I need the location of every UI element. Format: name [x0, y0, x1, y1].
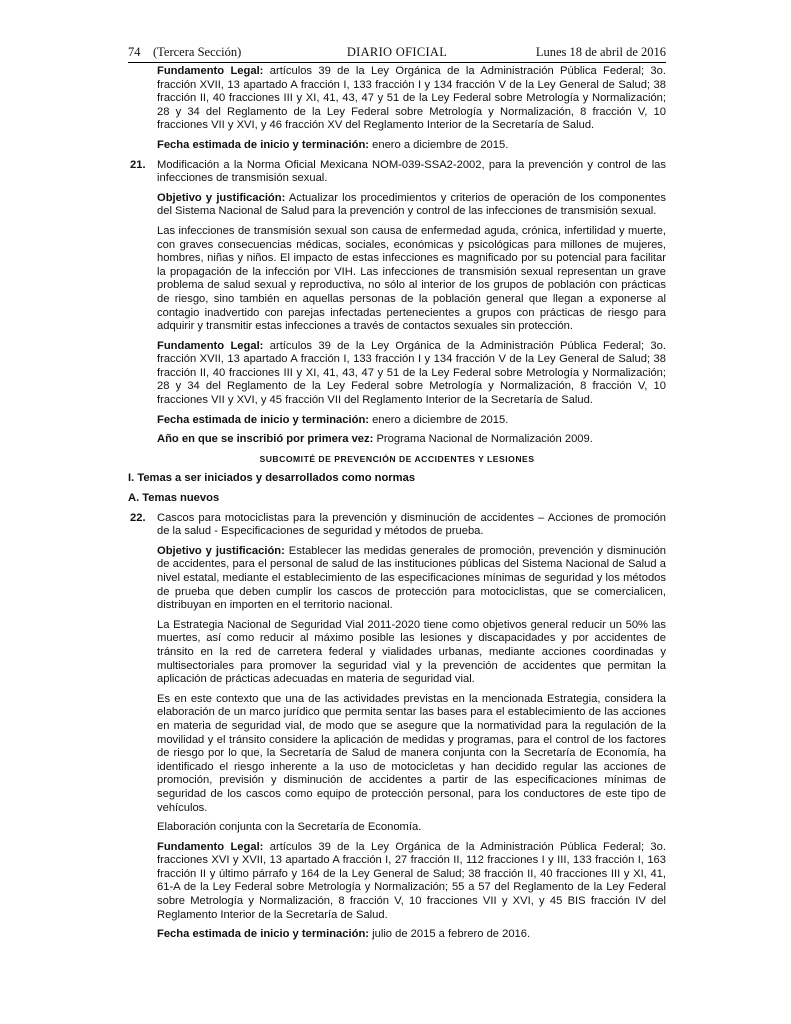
page-header: [128, 44, 666, 62]
item22-objective: [157, 545, 666, 613]
year-text: Programa Nacional de Normalización 2009.: [373, 433, 593, 446]
page-number: 74: [128, 45, 141, 59]
date-label: Fecha estimada de inicio y terminación:: [157, 138, 370, 151]
section-label: (Tercera Sección): [153, 45, 242, 59]
publication-title: DIARIO OFICIAL: [346, 45, 448, 59]
item22-legal: [157, 841, 666, 923]
objective-label: Objetivo y justificación:: [157, 191, 286, 204]
section-heading: I. Temas a ser iniciados y desarrollados como normas: [128, 472, 416, 485]
legal-label: Fundamento Legal:: [157, 65, 264, 77]
legal-label: Fundamento Legal:: [157, 840, 264, 853]
legal-label: Fundamento Legal:: [157, 339, 264, 352]
block1-date: [157, 139, 666, 153]
subcommittee-title: SUBCOMITÉ DE PREVENCIÓN DE ACCIDENTES Y LESIONES: [259, 453, 535, 464]
date-text: enero a diciembre de 2015.: [369, 138, 509, 151]
item22-date: [157, 928, 666, 942]
year-label: Año en que se inscribió por primera vez:: [157, 433, 374, 446]
document-body: [128, 65, 666, 948]
item21-date: [157, 414, 666, 428]
legal-text: artículos 39 de la Ley Orgánica de la Administración Pública Federal; 3o. fracción XVII, 13 apartado A fracción I, 133 fracción I y 134 fracción V de la Ley General de Salud; 38 fracción II, 40 fracciones III y XI, 41, 43, 47 y 51 de la Ley Federal sobre Metrología y Normalización; 28 y 34 del Reglamento de la Ley Federal sobre Metrología y Normalización, 8 fracción V, 10 fracciones VII y XVI, y 46 fracción XV del Reglamento Interior de la Secretaría de Salud.: [157, 65, 666, 132]
item21-legal: [157, 340, 666, 408]
objective-label: Objetivo y justificación:: [157, 544, 285, 557]
header-divider: [128, 62, 666, 63]
item-number: 21.: [130, 158, 146, 171]
subsection-heading: A. Temas nuevos: [128, 492, 220, 505]
date-text: enero a diciembre de 2015.: [369, 413, 509, 426]
item21-objective: [157, 192, 666, 219]
item22-joint: Elaboración conjunta con la Secretaría de Economía.: [157, 821, 422, 834]
objective-text: Establecer las medidas generales de promoción, prevención y disminución de accidentes, para el personal de salud de las instituciones públicas del Sistema Nacional de Salud a nivel estatal, mediante el establecimiento de las especificaciones mínimas de seguridad y los métodos de prueba que deben cumplir los cascos de protección para motociclistas, que se comercialicen, distribuyan en importen en el territorio nacional.: [157, 544, 666, 612]
item22-paragraph-2: Es en este contexto que una de las actividades previstas en la mencionada Estrategia, considera la elaboración de un marco jurídico que permita sentar las bases para el establecimiento de las acciones en materia de seguridad vial, de modo que se asegure que la normatividad para la regulación de la movilidad y el tránsito considere la aplicación de medidas y programas, para el control de los factores de riesgo por lo que, la Secretaría de Salud de manera conjunta con la Secretaría de Economía, ha identificado el riesgo inherente a la uso de motocicletas y han decidido regular las acciones de promoción, previsión y disminución de accidentes a partir de las especificaciones mínimas de seguridad de los cascos como equipo de protección personal, para los conductores de este tipo de vehículos.: [157, 692, 666, 814]
objective-text: Actualizar los procedimientos y criterios de operación de los componentes del Sistema Nacional de Salud para la prevención y control de las infecciones de transmisión sexual.: [157, 191, 666, 218]
block1-legal: [157, 65, 666, 133]
legal-text: artículos 39 de la Ley Orgánica de la Administración Pública Federal; 3o. fracción XVII, 13 apartado A fracción I, 133 fracción I y 134 fracción V de la Ley General de Salud; 38 fracción II, 40 fracciones III y XI, 41, 43, 47 y 51 de la Ley Federal sobre Metrología y Normalización; 28 y 34 del Reglamento de la Ley Federal sobre Metrología y Normalización, 8 fracción V, 10 fracciones VII y XVI, y 45 fracción VII del Reglamento Interior de la Secretaría de Salud.: [157, 339, 666, 407]
item-number: 22.: [130, 511, 146, 524]
item-21: [128, 159, 666, 186]
date-text: julio de 2015 a febrero de 2016.: [369, 928, 531, 941]
item-title: Cascos para motociclistas para la prevención y disminución de accidentes – Acciones de promoción de la salud - Especificaciones de seguridad y métodos de prueba.: [157, 511, 666, 538]
legal-text: artículos 39 de la Ley Orgánica de la Administración Pública Federal; 3o. fracciones XVI y XVII, 13 apartado A fracción I, 27 fracción II, 112 fracciones I y III, 133 fracción I, 163 fracción II y último párrafo y 164 de la Ley General de Salud; 38 fracción II, 40 fracciones III y XI, 41, 61-A de la Ley Federal sobre Metrología y Normalización; 55 a 57 del Reglamento de la Ley Federal sobre Metrología y Normalización, 8 fracción V, 10 fracciones VII y XVI, y 45 BIS fracción IV del Reglamento Interior de la Secretaría de Salud.: [157, 840, 666, 921]
item-title: Modificación a la Norma Oficial Mexicana NOM-039-SSA2-2002, para la prevención y control de las infecciones de transmisión sexual.: [157, 158, 666, 185]
date-label: Fecha estimada de inicio y terminación:: [157, 928, 370, 941]
item-22: [128, 512, 666, 539]
item21-year: [157, 433, 666, 447]
item21-paragraph: Las infecciones de transmisión sexual son causa de enfermedad aguda, crónica, infertilidad y muerte, con graves consecuencias médicas, sociales, económicas y psicológicas para millones de mujeres, hombres, niñas y niños. El impacto de estas infecciones es magnificado por su potencial para facilitar la propagación de la infección por VIH. Las infecciones de transmisión sexual representan un grave problema de salud sexual y reproductiva, no sólo al interior de los grupos de población con prácticas de riesgo, sino también en aquellas personas de la población general que llegan a exponerse al contagio inadvertido con parejas infectadas pertenecientes a grupos con prácticas de riesgo para adquirir y transmitir estas infecciones a través de contactos sexuales sin protección.: [157, 224, 666, 333]
date-label: Fecha estimada de inicio y terminación:: [157, 413, 370, 426]
item22-paragraph-1: La Estrategia Nacional de Seguridad Vial 2011-2020 tiene como objetivos general reducir un 50% las muertes, así como reducir al máximo posible las lesiones y discapacidades y por accidentes de tránsito en la red de carretera federal y vialidades urbanas, mediante acciones coordinadas y multisectoriales para promover la seguridad vial y la prevención de accidentes que permitan la aplicación de prácticas adecuadas en materia de seguridad vial.: [157, 618, 666, 686]
publication-date: Lunes 18 de abril de 2016: [535, 45, 666, 59]
